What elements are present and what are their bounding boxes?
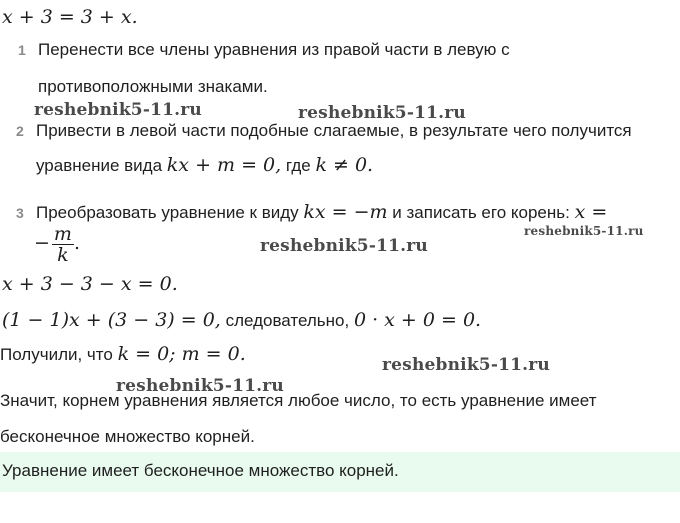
step-2-line2 (36, 154, 373, 176)
step-2-line2-text: уравнение вида (36, 156, 163, 175)
step-3-math: kx = −m (303, 201, 388, 223)
solution-line-2 (2, 309, 481, 331)
solution-line-1: x + 3 − 3 − x = 0. (2, 273, 178, 295)
step-3-text2: и записать его корень: (392, 203, 570, 222)
solution-line-2-math: (1 − 1)x + (3 − 3) = 0, (2, 309, 221, 331)
solution-line-3 (0, 343, 246, 365)
solution-line-4: Значит, корнем уравнения является любое число, то есть уравнение имеет (0, 391, 597, 410)
watermark: reshebnik5-11.ru (382, 355, 550, 375)
step-2-line2-math: kx + m = 0, (166, 154, 282, 176)
watermark: reshebnik5-11.ru (524, 224, 644, 238)
step-1-line1: Перенести все члены уравнения из правой части в левую с (38, 40, 510, 59)
fraction-end: . (73, 231, 80, 254)
answer-text: Уравнение имеет бесконечное множество корней. (2, 461, 399, 480)
solution-line-2-text: следовательно, (225, 311, 350, 330)
fraction-sign: − (34, 231, 50, 254)
watermark: reshebnik5-11.ru (260, 236, 428, 256)
fraction-numerator: m (53, 223, 72, 245)
fraction (52, 224, 74, 265)
step-3-fraction-line (34, 224, 80, 265)
step-2-line2-text2: где (285, 156, 311, 175)
step-1-number: 1 (18, 42, 26, 58)
answer-box (0, 452, 680, 492)
watermark: reshebnik5-11.ru (116, 376, 284, 396)
step-1-line2: противоположными знаками. (38, 77, 268, 96)
solution-line-5: бесконечное множество корней. (0, 427, 255, 446)
watermark: reshebnik5-11.ru (34, 100, 202, 120)
step-3-line1 (36, 201, 607, 223)
step-2-line2-math2: k ≠ 0. (315, 154, 374, 176)
step-2-number: 2 (16, 123, 24, 139)
fraction-denominator: k (57, 244, 69, 266)
solution-line-3-math: k = 0; m = 0. (117, 343, 246, 365)
step-3-number: 3 (16, 205, 24, 221)
solution-line-3-text: Получили, что (0, 345, 113, 364)
step-2-line1: Привести в левой части подобные слагаемые, в результате чего получится (36, 121, 632, 140)
step-3-math2: x = (574, 201, 608, 223)
watermark: reshebnik5-11.ru (298, 103, 466, 123)
step-3-text: Преобразовать уравнение к виду (36, 203, 299, 222)
equation: x + 3 = 3 + x. (2, 6, 138, 28)
solution-line-2-math2: 0 · x + 0 = 0. (353, 309, 482, 331)
